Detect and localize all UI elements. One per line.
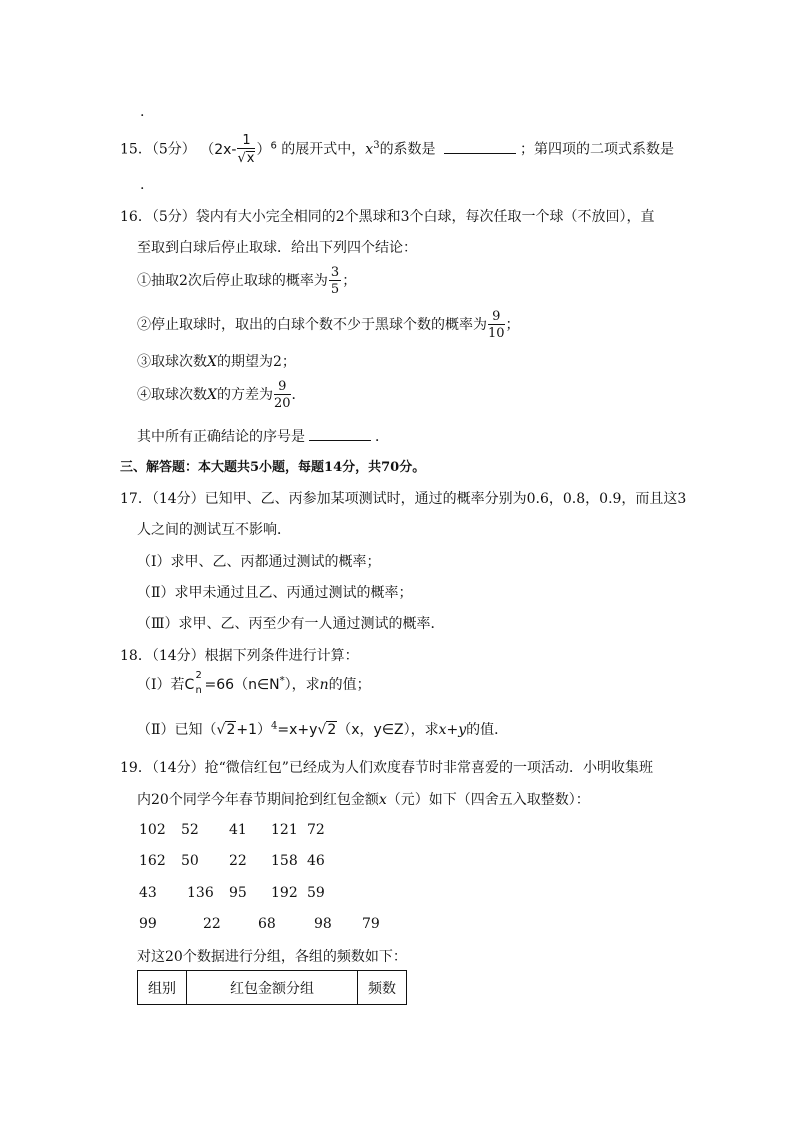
q16-ask: 其中所有正确结论的序号是 ． (137, 429, 389, 445)
q18-line-1: 18．（14分）根据下列条件进行计算： (120, 648, 359, 664)
q16-conclusion-1: ①抽取2次后停止取球的概率为 $\frac{3}{5}$ ； (137, 265, 357, 297)
data-cell: 72 (307, 822, 325, 838)
q15-number: 15． (120, 141, 152, 158)
q15-text-mid: 的展开式中， (281, 141, 366, 158)
q17-line-2: 人之间的测试互不影响． (137, 522, 291, 538)
data-cell: 22 (203, 916, 221, 932)
data-cell: 59 (307, 885, 325, 901)
table-header-row (138, 971, 407, 1005)
q16-conclusion-3: ③取球次数X的期望为2； (137, 354, 296, 370)
q15-score: （5分） (151, 141, 196, 158)
data-cell: 162 (139, 853, 166, 869)
q16-line-2: 至取到白球后停止取球．给出下列四个结论： (137, 240, 417, 256)
table-header-cell: 组别 (138, 971, 187, 1005)
q19-line-1: 19．（14分）抢“微信红包”已经成为人们欢度春节时非常喜爱的一项活动．小明收集班 (120, 760, 653, 776)
data-cell: 41 (229, 822, 247, 838)
table-header-cell: 红包金额分组 (187, 971, 358, 1005)
q17-part-2: （Ⅱ）求甲未通过且乙、丙通过测试的概率； (137, 585, 413, 601)
q18-part-1: （Ⅰ）若C 2 n =66（n∈N*），求n的值； (137, 670, 371, 696)
q19-group-text: 对这20个数据进行分组，各组的频数如下： (137, 949, 407, 965)
data-cell: 99 (139, 916, 157, 932)
section-3-heading: 三、解答题：本大题共5小题，每题14分，共70分。 (120, 460, 426, 475)
q17-part-1: （Ⅰ）求甲、乙、丙都通过测试的概率； (137, 554, 381, 570)
data-cell: 158 (271, 853, 298, 869)
q17-part-3: （Ⅲ）求甲、乙、丙至少有一人通过测试的概率． (137, 616, 445, 632)
data-cell: 50 (181, 853, 199, 869)
data-cell: 98 (314, 916, 332, 932)
q15-answer-blank-1[interactable] (444, 141, 516, 154)
q16-line-1: 16．（5分）袋内有大小完全相同的2个黑球和3个白球，每次任取一个球（不放回），直 (120, 209, 655, 225)
q17-line-1: 17．（14分）已知甲、乙、丙参加某项测试时，通过的概率分别为0.6，0.8，0.9，而且这3 (120, 491, 687, 507)
q15-end-dot: . (140, 177, 145, 193)
data-cell: 46 (307, 853, 325, 869)
q19-frequency-table (137, 970, 407, 1005)
q16-answer-blank[interactable] (309, 428, 371, 441)
data-cell: 79 (362, 916, 380, 932)
data-cell: 136 (187, 885, 214, 901)
q19-line-2: 内20个同学今年春节期间抢到红包金额x（元）如下（四舍五入取整数）： (137, 792, 590, 808)
q15-text-tail: ；第四项的二项式系数是 (520, 141, 675, 158)
data-cell: 22 (229, 853, 247, 869)
question-15: 15．（5分） （2x- $\frac{1}{√x}$ ）$^6$ 的展开式中，$x^3$的系数是 ；第四项的二项式系数是 (120, 133, 675, 167)
data-cell: 95 (229, 885, 247, 901)
q18-part-2: （Ⅱ）已知$(√2+1)^4=x+y√2(x$，y∈Z），求x+y的值． (137, 720, 509, 738)
table-header-cell: 频数 (358, 971, 407, 1005)
data-cell: 43 (139, 885, 157, 901)
q15-expression: （2x- $\frac{1}{√x}$ ）$^6$ (200, 133, 277, 167)
q14-tail-dot: . (140, 104, 145, 120)
q16-conclusion-4: ④取球次数X的方差为 $\frac{9}{20}$ ． (137, 379, 306, 411)
data-cell: 192 (271, 885, 298, 901)
q16-conclusion-2: ②停止取球时，取出的白球个数不少于黑球个数的概率为 $\frac{9}{10}$ ； (137, 309, 520, 341)
data-cell: 121 (271, 822, 298, 838)
data-cell: 52 (181, 822, 199, 838)
data-cell: 68 (258, 916, 276, 932)
data-cell: 102 (139, 822, 166, 838)
